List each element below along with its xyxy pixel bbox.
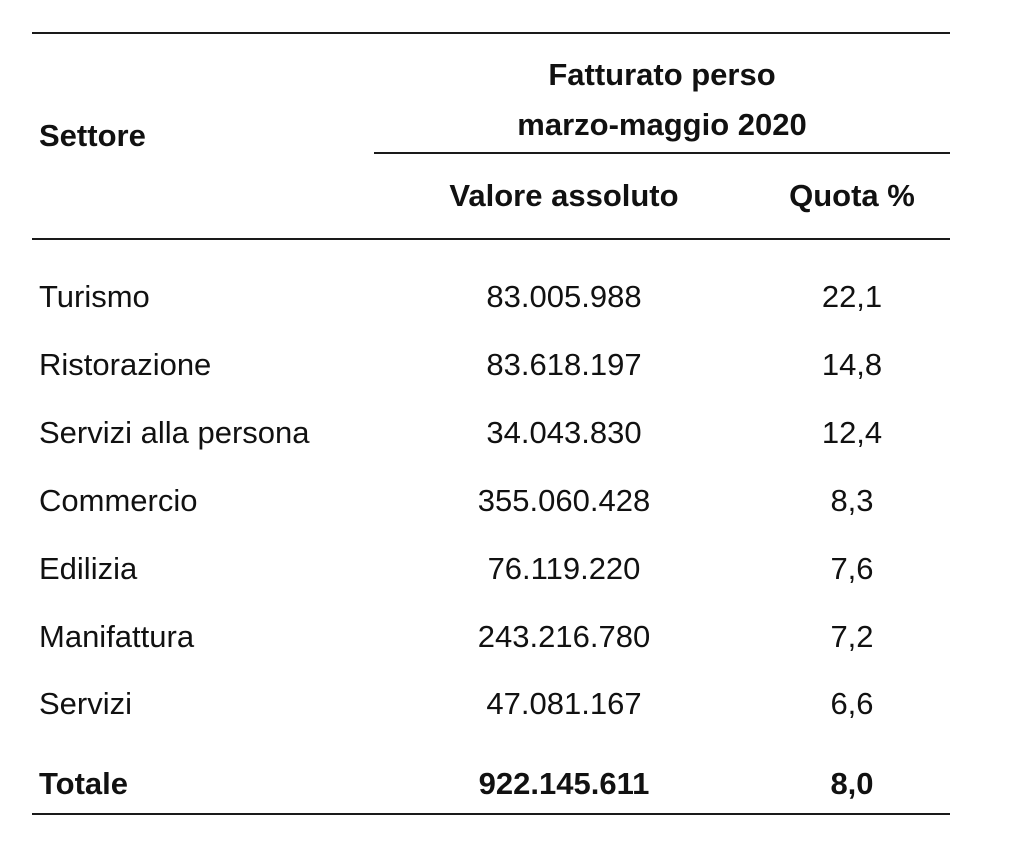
table-row bbox=[32, 340, 950, 390]
header-group-line2: marzo-maggio 2020 bbox=[517, 107, 807, 142]
sector-value: 355.060.428 bbox=[477, 483, 651, 518]
table-row bbox=[32, 612, 950, 662]
table-row bbox=[32, 544, 950, 594]
sector-name: Turismo bbox=[39, 279, 150, 314]
sector-value: 83.005.988 bbox=[486, 279, 642, 314]
sector-name: Servizi alla persona bbox=[39, 415, 310, 450]
sector-share: 7,6 bbox=[830, 551, 874, 586]
bottom-rule bbox=[32, 813, 950, 815]
total-share: 8,0 bbox=[830, 766, 874, 801]
header-share: Quota % bbox=[789, 178, 915, 213]
total-value: 922.145.611 bbox=[478, 766, 650, 801]
sector-value: 47.081.167 bbox=[486, 686, 642, 721]
sector-share: 14,8 bbox=[821, 347, 883, 382]
sector-value: 243.216.780 bbox=[477, 619, 651, 654]
sector-share: 12,4 bbox=[821, 415, 883, 450]
sector-value: 83.618.197 bbox=[486, 347, 642, 382]
group-rule bbox=[374, 152, 950, 154]
header-sector: Settore bbox=[39, 118, 146, 153]
sector-name: Manifattura bbox=[39, 619, 195, 654]
total-label: Totale bbox=[39, 766, 128, 801]
sector-value: 76.119.220 bbox=[487, 551, 641, 586]
sector-name: Edilizia bbox=[39, 551, 138, 586]
sector-name: Ristorazione bbox=[39, 347, 212, 382]
header-group-line1: Fatturato perso bbox=[548, 57, 776, 92]
header-bottom-rule bbox=[32, 238, 950, 240]
sector-share: 22,1 bbox=[821, 279, 883, 314]
top-rule bbox=[32, 32, 950, 34]
sector-name: Commercio bbox=[39, 483, 198, 518]
header-group-title bbox=[374, 50, 950, 150]
total-row bbox=[32, 759, 950, 809]
sector-share: 7,2 bbox=[830, 619, 874, 654]
table-row bbox=[32, 476, 950, 526]
sector-share: 8,3 bbox=[830, 483, 874, 518]
table-row bbox=[32, 272, 950, 322]
table-row bbox=[32, 408, 950, 458]
table-row bbox=[32, 679, 950, 729]
header-value: Valore assoluto bbox=[449, 178, 679, 213]
sector-share: 6,6 bbox=[830, 686, 874, 721]
sector-name: Servizi bbox=[39, 686, 133, 721]
sector-value: 34.043.830 bbox=[486, 415, 642, 450]
